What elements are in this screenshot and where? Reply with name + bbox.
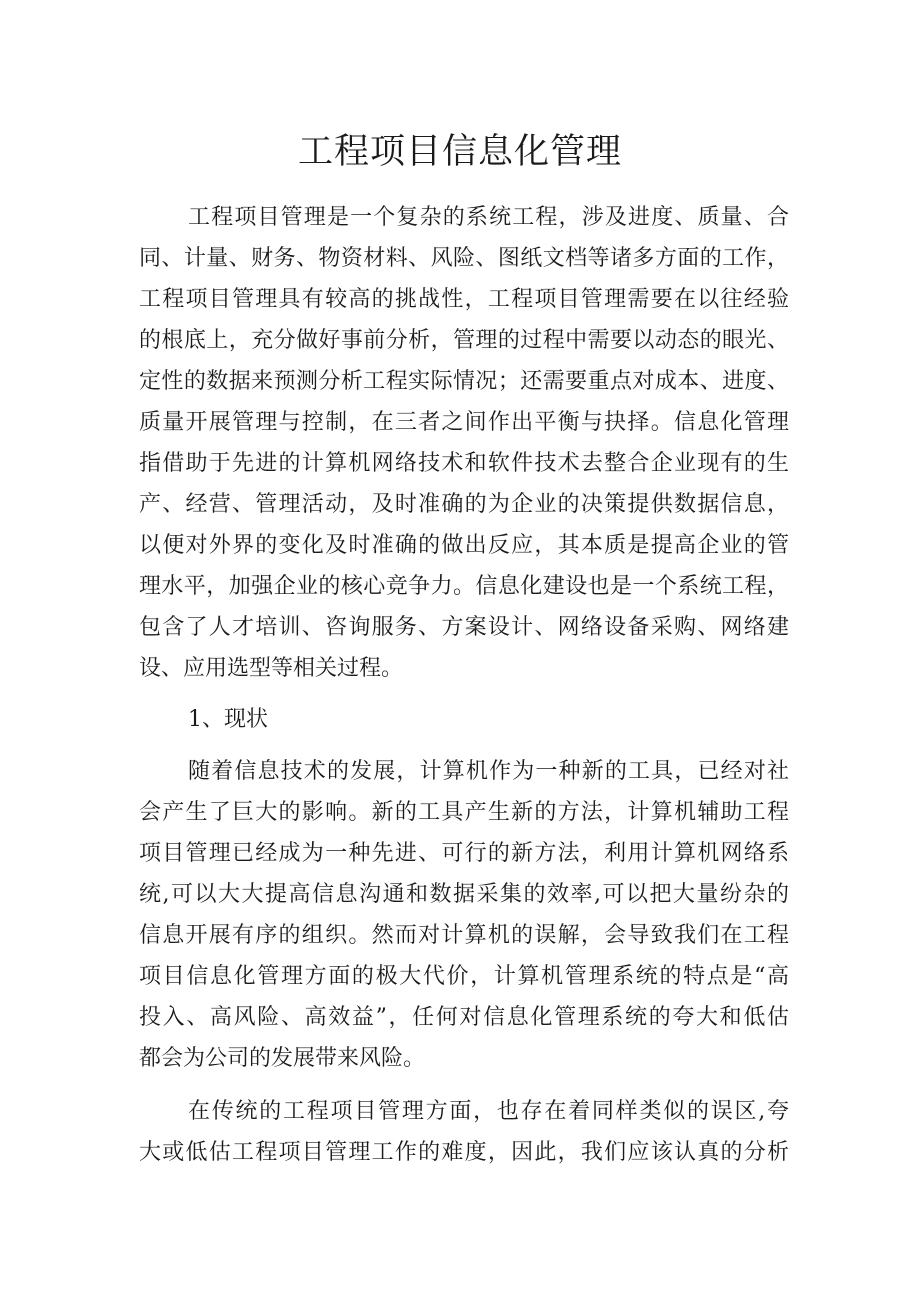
document-title: 工程项目信息化管理 xyxy=(297,132,622,172)
paragraph-line: 信息开展有序的组织。然而对计算机的误解，会导致我们在工程 xyxy=(139,923,789,948)
paragraph-line: 会产生了巨大的影响。新的工具产生新的方法，计算机辅助工程 xyxy=(139,800,789,825)
paragraph-line: 的根底上，充分做好事前分析，管理的过程中需要以动态的眼光、 xyxy=(139,328,789,353)
paragraph-line: 工程项目管理具有较高的挑战性，工程项目管理需要在以往经验 xyxy=(139,287,789,312)
paragraph-line: 在传统的工程项目管理方面，也存在着同样类似的误区,夸 xyxy=(188,1099,789,1124)
paragraph-line: 理水平，加强企业的核心竞争力。信息化建设也是一个系统工程， xyxy=(139,574,789,599)
paragraph-line: 都会为公司的发展带来风险。 xyxy=(139,1046,426,1071)
paragraph-line: 工程项目管理是一个复杂的系统工程，涉及进度、质量、合 xyxy=(188,205,789,230)
paragraph-line: 大或低估工程项目管理工作的难度，因此，我们应该认真的分析 xyxy=(139,1140,789,1165)
paragraph-line: 质量开展管理与控制，在三者之间作出平衡与抉择。信息化管理 xyxy=(139,410,789,435)
paragraph-line: 指借助于先进的计算机网络技术和软件技术去整合企业现有的生 xyxy=(139,451,789,476)
section-heading: 1、现状 xyxy=(188,707,268,732)
paragraph-line: 定性的数据来预测分析工程实际情况；还需要重点对成本、进度、 xyxy=(139,369,789,394)
paragraph-line: 投入、高风险、高效益”，任何对信息化管理系统的夸大和低估 xyxy=(139,1005,789,1030)
paragraph-line: 产、经营、管理活动，及时准确的为企业的决策提供数据信息， xyxy=(139,492,789,517)
paragraph-line: 设、应用选型等相关过程。 xyxy=(139,656,404,681)
paragraph-line: 项目管理已经成为一种先进、可行的新方法，利用计算机网络系 xyxy=(139,841,789,866)
paragraph-line: 同、计量、财务、物资材料、风险、图纸文档等诸多方面的工作， xyxy=(139,246,789,271)
paragraph-line: 项目信息化管理方面的极大代价，计算机管理系统的特点是“高 xyxy=(139,964,789,989)
paragraph-line: 包含了人才培训、咨询服务、方案设计、网络设备采购、网络建 xyxy=(139,615,789,640)
paragraph-line: 随着信息技术的发展，计算机作为一种新的工具，已经对社 xyxy=(188,759,789,784)
paragraph-line: 统,可以大大提高信息沟通和数据采集的效率,可以把大量纷杂的 xyxy=(139,882,789,907)
paragraph-line: 以便对外界的变化及时准确的做出反应，其本质是提高企业的管 xyxy=(139,533,789,558)
